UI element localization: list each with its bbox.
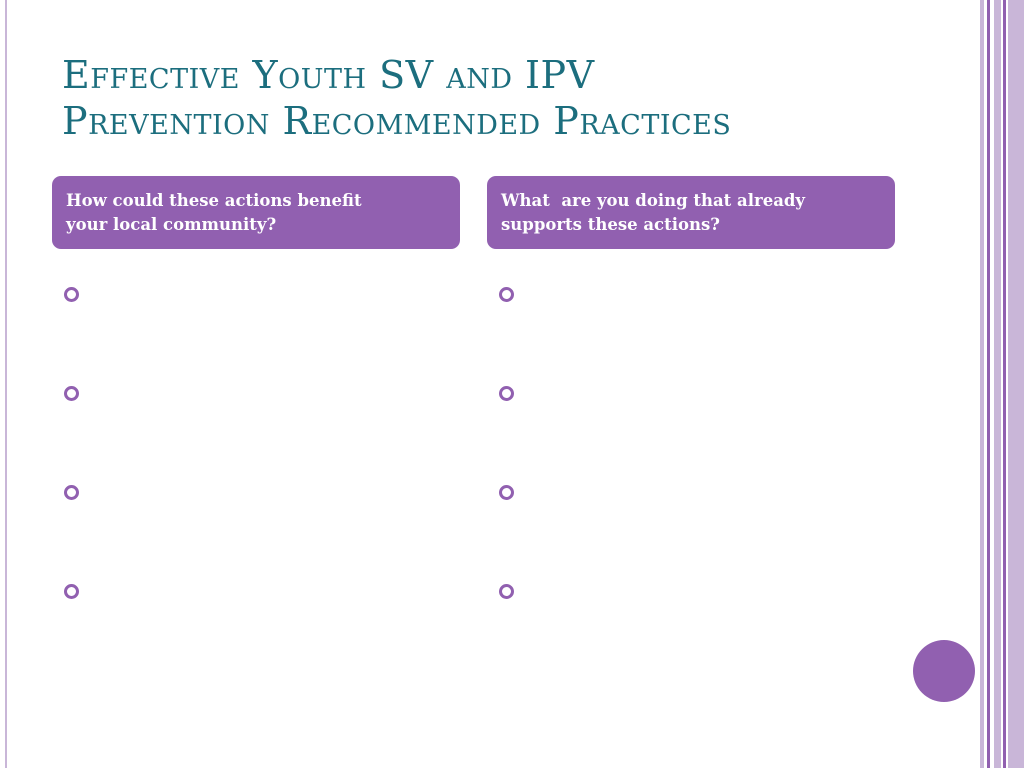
decorative-circle bbox=[913, 640, 975, 702]
bullet-icon bbox=[499, 386, 514, 401]
right-border-stripe bbox=[987, 0, 990, 768]
slide-title-line-2: Prevention Recommended Practices bbox=[62, 99, 732, 143]
right-border-stripe bbox=[980, 0, 984, 768]
column-header-left-text: How could these actions benefit your local community? bbox=[66, 191, 368, 234]
right-border-band bbox=[1008, 0, 1024, 768]
right-border-stripe bbox=[1003, 0, 1006, 768]
right-border-band bbox=[994, 0, 1001, 768]
bullet-icon bbox=[64, 584, 79, 599]
bullet-icon bbox=[499, 287, 514, 302]
column-header-right-text: What are you doing that already supports these actions? bbox=[501, 191, 811, 234]
bullet-icon bbox=[64, 386, 79, 401]
slide-title-line-1: Effective Youth SV and IPV bbox=[62, 53, 595, 97]
slide-title bbox=[62, 52, 942, 144]
column-header-left bbox=[52, 176, 460, 249]
column-header-right bbox=[487, 176, 895, 249]
left-border-line bbox=[5, 0, 7, 768]
bullet-icon bbox=[499, 584, 514, 599]
bullet-icon bbox=[64, 485, 79, 500]
bullet-icon bbox=[64, 287, 79, 302]
bullet-icon bbox=[499, 485, 514, 500]
